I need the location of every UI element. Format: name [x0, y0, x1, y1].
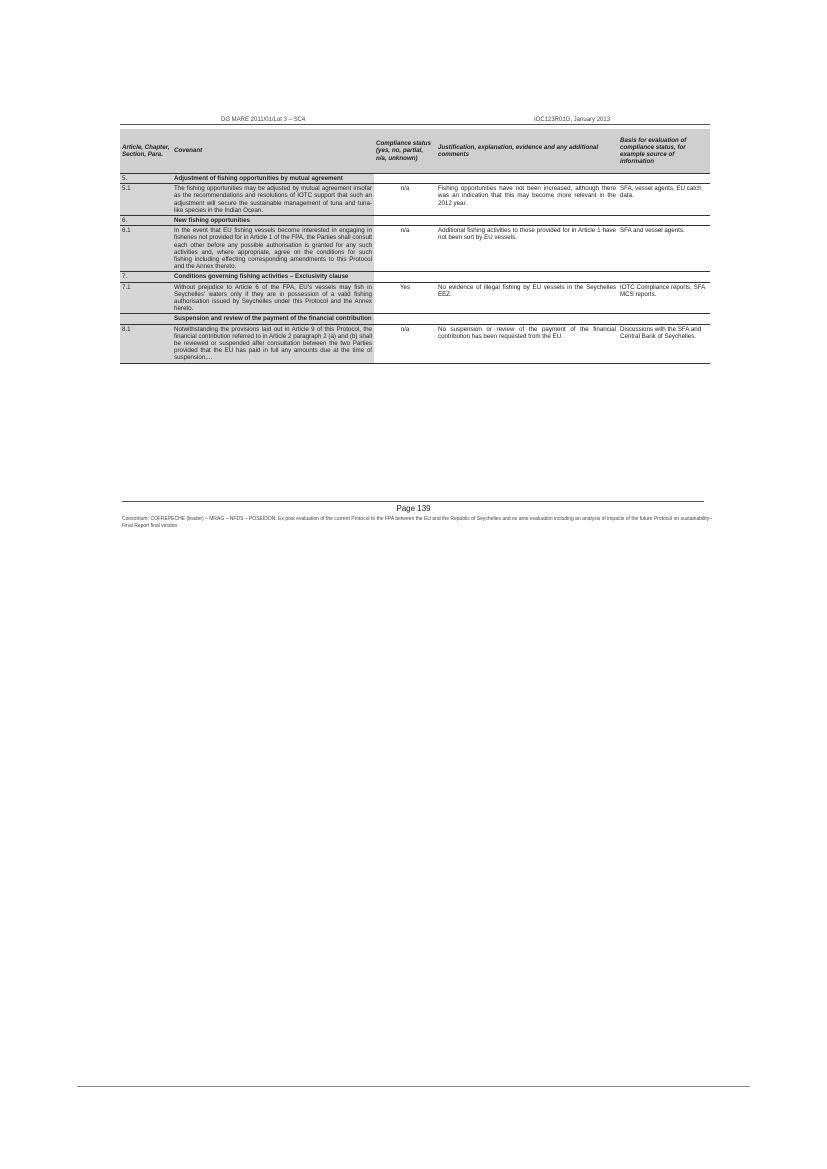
article-cell: 7.1 [120, 282, 172, 314]
justification-cell [436, 216, 618, 226]
covenant-cell: The fishing opportunities may be adjusted by mutual agreement insofar as the recommendations and resolutions of IOTC support that such an adjustment will secure the sustainable management of tuna and tuna-like species in the Indian Ocean. [174, 185, 372, 214]
table-header-row [120, 129, 710, 174]
status-cell [374, 216, 436, 226]
covenant-cell: New fishing opportunities [172, 216, 374, 226]
article-cell [120, 314, 172, 324]
basis-cell [618, 272, 710, 282]
page-number: Page 139 [396, 504, 431, 513]
covenant-cell: Notwithstanding the provisions laid out in Article 9 of this Protocol, the financial contribution referred to in Article 2 paragraph 2 (a) and (b) shall be reviewed or suspended after consultation between the two Parties provided that the EU has paid in full any amounts due at the time of suspension,... [174, 325, 372, 362]
status-cell [374, 314, 436, 324]
covenant-compliance-table [120, 129, 710, 364]
article-cell: 6.1 [120, 226, 172, 272]
justification-cell [436, 314, 618, 324]
status-cell [374, 174, 436, 184]
justification-cell [436, 272, 618, 282]
basis-cell: IOTC Compliance reports, SFA MCS reports. [618, 282, 710, 314]
basis-cell [618, 174, 710, 184]
justification-cell [436, 174, 618, 184]
status-cell: Yes [374, 282, 436, 314]
column-header-compliance-status: Compliance status (yes, no, partial, n/a, unknown) [374, 129, 436, 174]
justification-cell: Fishing opportunities have not been increased, although there was an indication that this may become more relevant in the 2012 year. [436, 184, 618, 216]
status-cell: n/a [374, 324, 436, 363]
footer-citation: Consortium: COFREPECHE (leader) – MRAG – NFDS – POSEIDON. Ex post evaluation of the current Protocol to the FPA between the EU and the Republic of Seychelles and ex ante evaluation including an analysis of impacts of the future Protocol on sustainability–Final Report final version [122, 516, 712, 529]
table-row-section [120, 314, 710, 324]
status-cell [374, 272, 436, 282]
basis-cell [618, 314, 710, 324]
column-header-covenant: Covenant [172, 129, 374, 174]
table-row-section [120, 174, 710, 184]
footer-divider [122, 501, 704, 502]
basis-cell: SFA and vessel agents. [618, 226, 710, 272]
article-cell: 8.1 [120, 324, 172, 363]
table-row-section [120, 216, 710, 226]
covenant-cell: Adjustment of fishing opportunities by mutual agreement [172, 174, 374, 184]
table-row-section [120, 272, 710, 282]
basis-cell: Discussions with the SFA and Central Bank of Seychelles. [618, 324, 710, 363]
covenant-cell: Conditions governing fishing activities – Exclusivity clause [172, 272, 374, 282]
table-row [120, 184, 710, 216]
covenant-cell: Without prejudice to Article 6 of the FPA, EU's vessels may fish in Seychelles' waters only if they are in possession of a valid fishing authorisation issued by Seychelles under this Protocol and the Annex hereto. [174, 283, 372, 313]
table-row [120, 282, 710, 314]
covenant-cell: In the event that EU fishing vessels become interested in engaging in fisheries not provided for in Article 1 of the FPA, the Parties shall consult each other before any possible authorisation is granted for any such activities and, where appropriate, agree on the conditions for such fishing including effecting corresponding amendments to this Protocol and the Annex thereto. [174, 227, 372, 271]
column-header-article: Article, Chapter, Section, Para. [120, 129, 172, 174]
justification-cell: No suspension or review of the payment of the financial contribution has been requested from the EU. [436, 324, 618, 363]
table-row [120, 226, 710, 272]
justification-cell: Additional fishing activities to those provided for in Article 1 have not been sort by EU vessels. [436, 226, 618, 272]
article-cell: 6. [120, 216, 172, 226]
column-header-justification: Justification, explanation, evidence and any additional comments [436, 129, 618, 174]
status-cell: n/a [374, 226, 436, 272]
basis-cell: SFA, vessel agents, EU catch data. [618, 184, 710, 216]
header-report-code: IOC123R01G, January 2013 [534, 117, 611, 123]
status-cell: n/a [374, 184, 436, 216]
article-cell: 5.1 [120, 184, 172, 216]
header-divider [120, 124, 710, 125]
page-bottom-divider [77, 1086, 750, 1087]
basis-cell [618, 216, 710, 226]
justification-cell: No evidence of illegal fishing by EU vessels in the Seychelles EEZ. [436, 282, 618, 314]
article-cell: 5. [120, 174, 172, 184]
table-row [120, 324, 710, 363]
covenant-cell: Suspension and review of the payment of the financial contribution [172, 314, 374, 324]
article-cell: 7. [120, 272, 172, 282]
column-header-basis: Basis for evaluation of compliance status, for example source of information [618, 129, 710, 174]
header-reference: DG MARE 2011/01/Lot 3 – SC4 [221, 117, 306, 123]
